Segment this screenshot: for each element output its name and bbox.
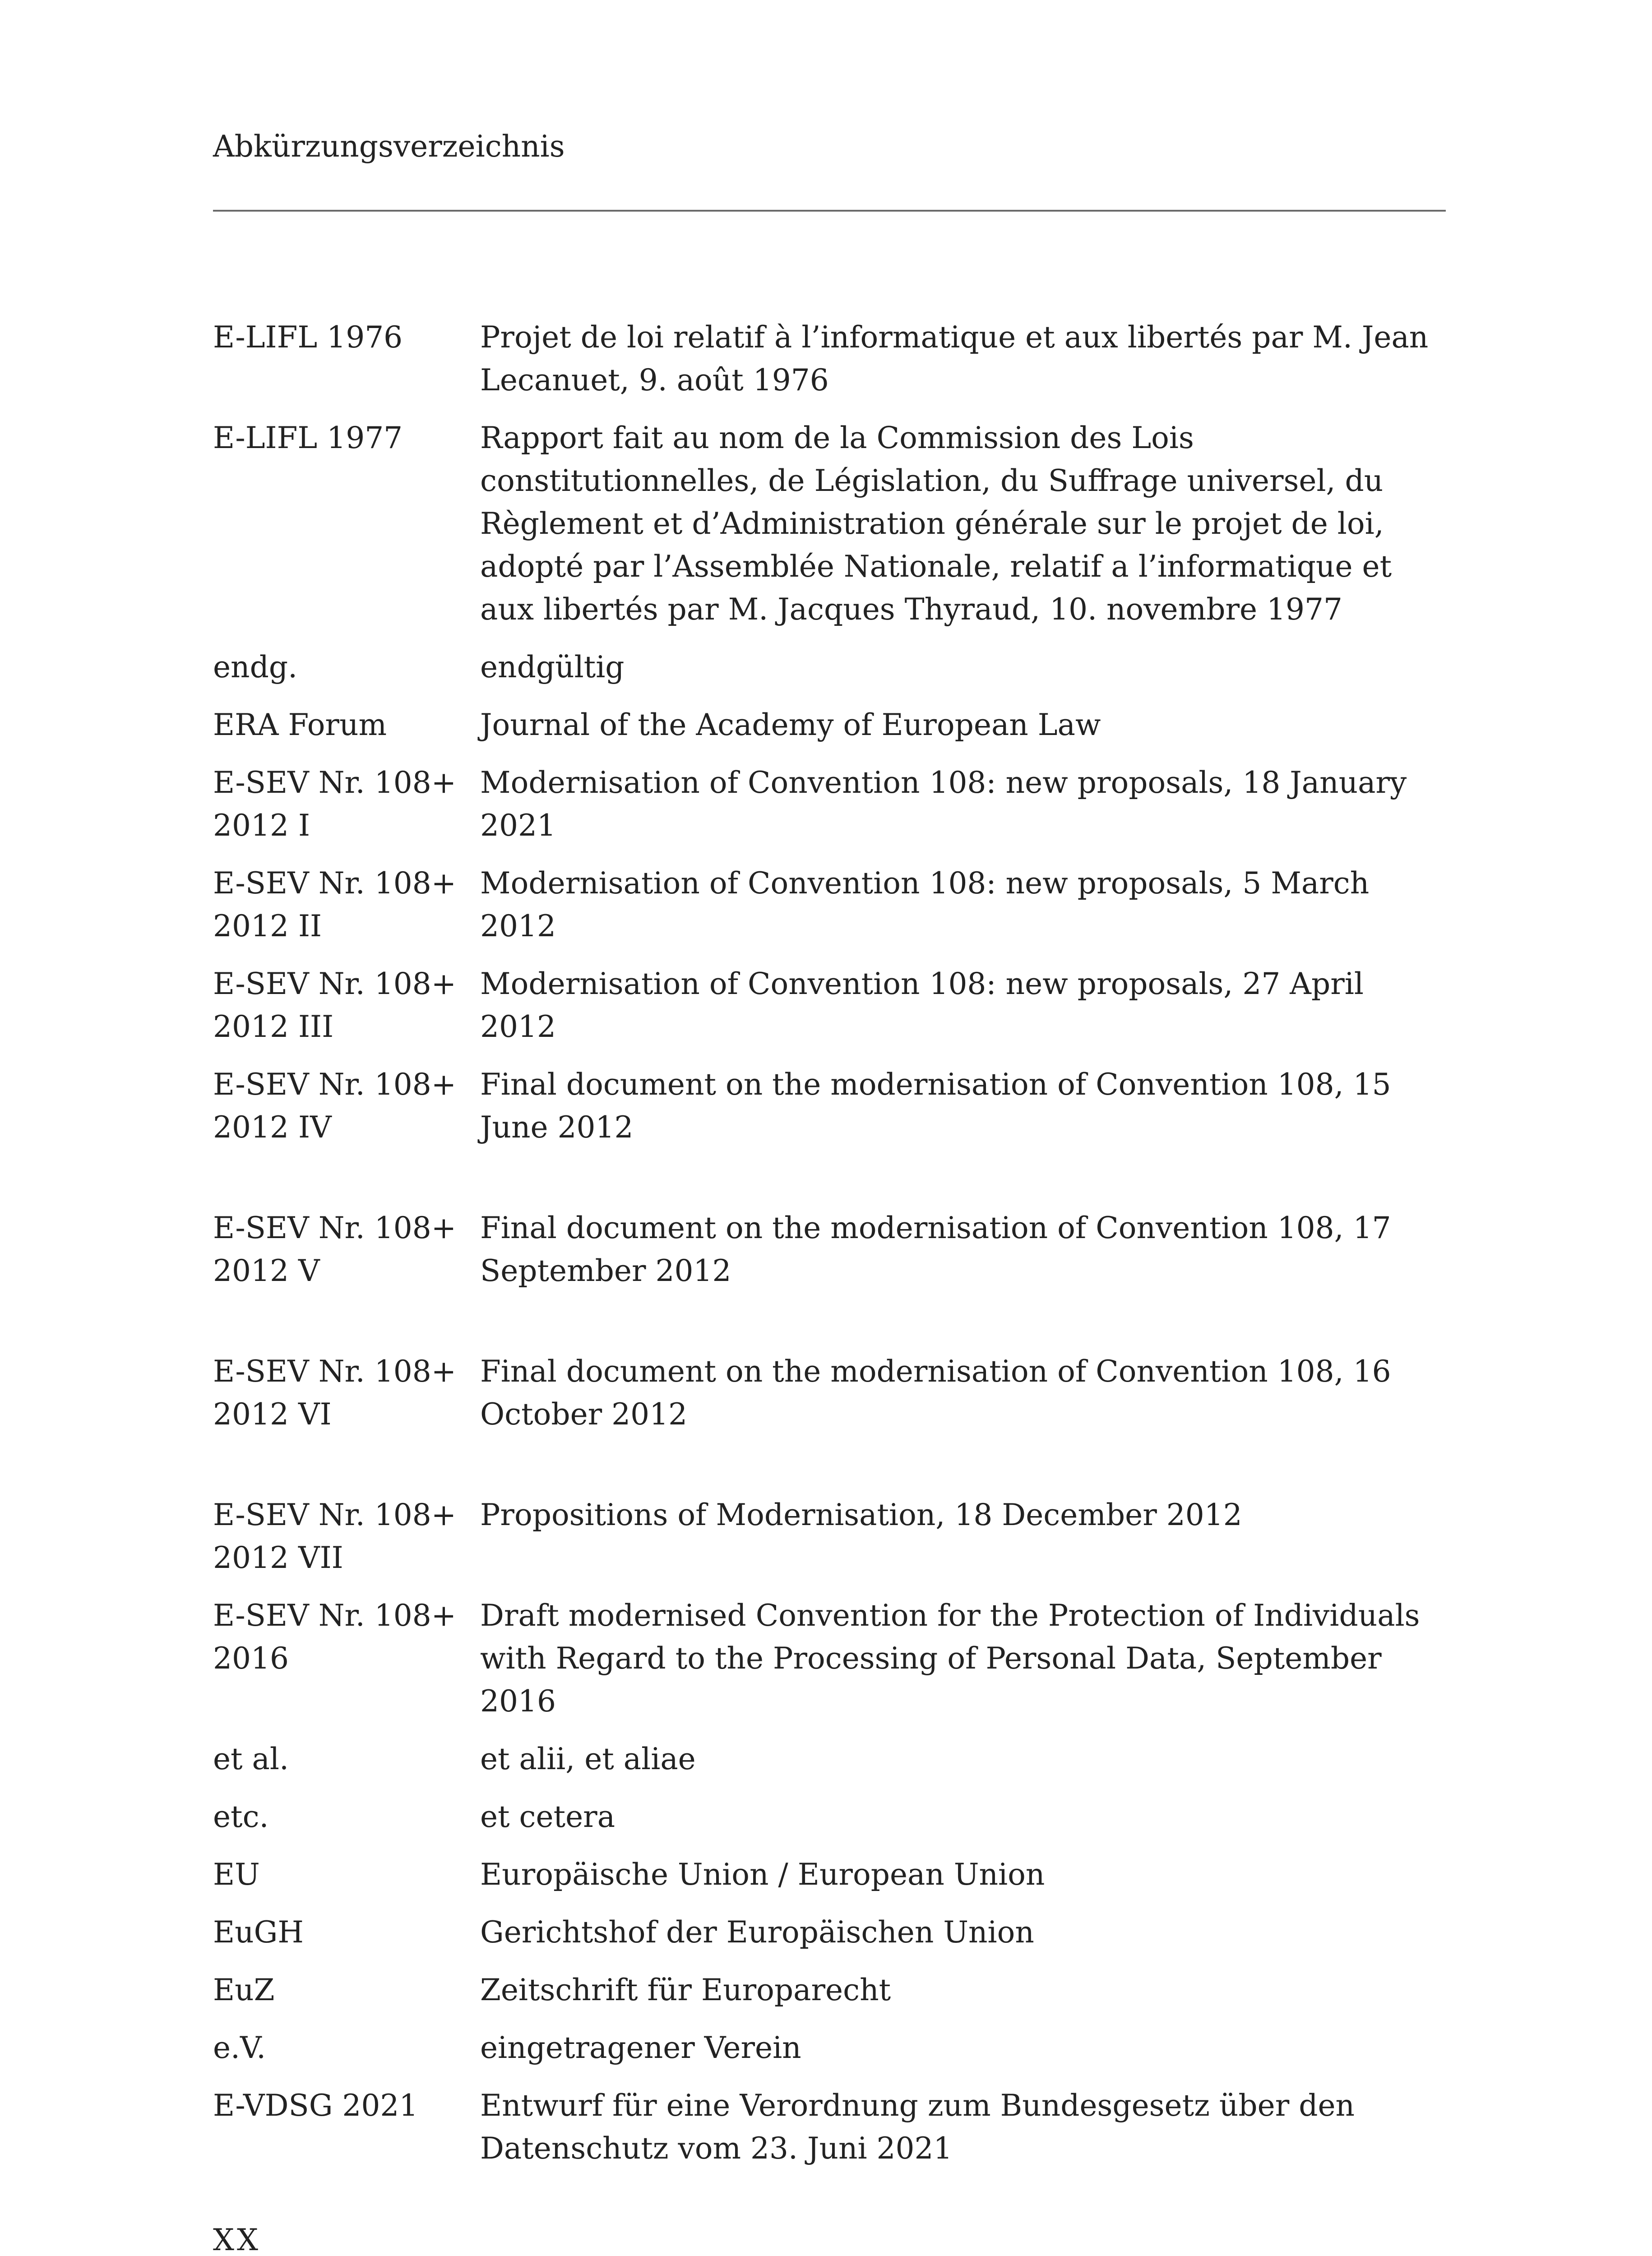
definition: Zeitschrift für Europarecht: [480, 1973, 891, 2007]
abbreviation: ERA Forum: [213, 707, 387, 742]
definition: et cetera: [480, 1799, 615, 1834]
list-item: [213, 1853, 1446, 1896]
abbreviation: E-VDSG 2021: [213, 2088, 418, 2123]
abbreviation: E-SEV Nr. 108+ 2012 IV: [213, 1067, 457, 1145]
list-item: [213, 2084, 1446, 2170]
abbreviation-list: [213, 316, 1446, 2185]
list-item: [213, 646, 1446, 689]
abbreviation: EU: [213, 1857, 260, 1892]
definition: Draft modernised Convention for the Protection of Individuals with Regard to the Processing of Personal Data, September 2016: [480, 1598, 1420, 1719]
abbreviation: E-SEV Nr. 108+ 2012 I: [213, 765, 457, 843]
abbreviation: E-SEV Nr. 108+ 2012 V: [213, 1211, 457, 1288]
abbreviation: E-SEV Nr. 108+ 2012 III: [213, 966, 457, 1044]
definition: Journal of the Academy of European Law: [480, 707, 1101, 742]
definition: Propositions of Modernisation, 18 December 2012: [480, 1498, 1242, 1532]
abbreviation: e.V.: [213, 2030, 266, 2065]
abbreviation: et al.: [213, 1742, 289, 1776]
list-item: [213, 1493, 1446, 1579]
list-item: [213, 1207, 1446, 1292]
list-item: [213, 1594, 1446, 1723]
definition: Entwurf für eine Verordnung zum Bundesgesetz über den Datenschutz vom 23. Juni 2021: [480, 2088, 1355, 2166]
list-item: [213, 316, 1446, 402]
definition: et alii, et aliae: [480, 1742, 696, 1776]
definition: Projet de loi relatif à l’informatique et aux libertés par M. Jean Lecanuet, 9. août 1976: [480, 320, 1429, 398]
list-item: [213, 1969, 1446, 2011]
list-item: [213, 416, 1446, 631]
running-title: Abkürzungsverzeichnis: [213, 129, 565, 164]
definition: Final document on the modernisation of Convention 108, 17 September 2012: [480, 1211, 1391, 1288]
abbreviation: E-SEV Nr. 108+ 2012 II: [213, 866, 457, 943]
list-item: [213, 1911, 1446, 1954]
definition: endgültig: [480, 650, 625, 684]
list-item: [213, 1350, 1446, 1436]
list-item: [213, 1063, 1446, 1149]
list-item: [213, 703, 1446, 746]
list-item: [213, 962, 1446, 1048]
list-item: [213, 761, 1446, 847]
definition: Rapport fait au nom de la Commission des Lois constitutionnelles, de Législation, du Suffrage universel, du Règlement et d’Administration générale sur le projet de loi, adopté par l’Assemblée Nationale, relatif a l’informatique et aux libertés par M. Jacques Thyraud, 10. novembre 1977: [480, 421, 1392, 627]
list-item: [213, 1738, 1446, 1780]
abbreviation: E-SEV Nr. 108+ 2012 VI: [213, 1354, 457, 1432]
abbreviation: etc.: [213, 1799, 269, 1834]
definition: Modernisation of Convention 108: new proposals, 18 January 2021: [480, 765, 1407, 843]
header-divider: [213, 210, 1446, 212]
page-number: XX: [213, 2223, 261, 2256]
abbreviation: E-LIFL 1977: [213, 421, 403, 455]
definition: Modernisation of Convention 108: new proposals, 5 March 2012: [480, 866, 1370, 943]
definition: Modernisation of Convention 108: new proposals, 27 April 2012: [480, 966, 1364, 1044]
abbreviation: EuZ: [213, 1973, 275, 2007]
list-item: [213, 2026, 1446, 2069]
abbreviation: EuGH: [213, 1915, 304, 1950]
definition: Gerichtshof der Europäischen Union: [480, 1915, 1034, 1950]
definition: eingetragener Verein: [480, 2030, 801, 2065]
definition: Europäische Union / European Union: [480, 1857, 1045, 1892]
list-item: [213, 862, 1446, 948]
abbreviation: E-SEV Nr. 108+ 2016: [213, 1598, 457, 1676]
definition: Final document on the modernisation of Convention 108, 15 June 2012: [480, 1067, 1391, 1145]
abbreviation: E-LIFL 1976: [213, 320, 403, 355]
abbreviation: E-SEV Nr. 108+ 2012 VII: [213, 1498, 457, 1575]
abbreviation: endg.: [213, 650, 298, 684]
list-item: [213, 1795, 1446, 1838]
definition: Final document on the modernisation of Convention 108, 16 October 2012: [480, 1354, 1391, 1432]
